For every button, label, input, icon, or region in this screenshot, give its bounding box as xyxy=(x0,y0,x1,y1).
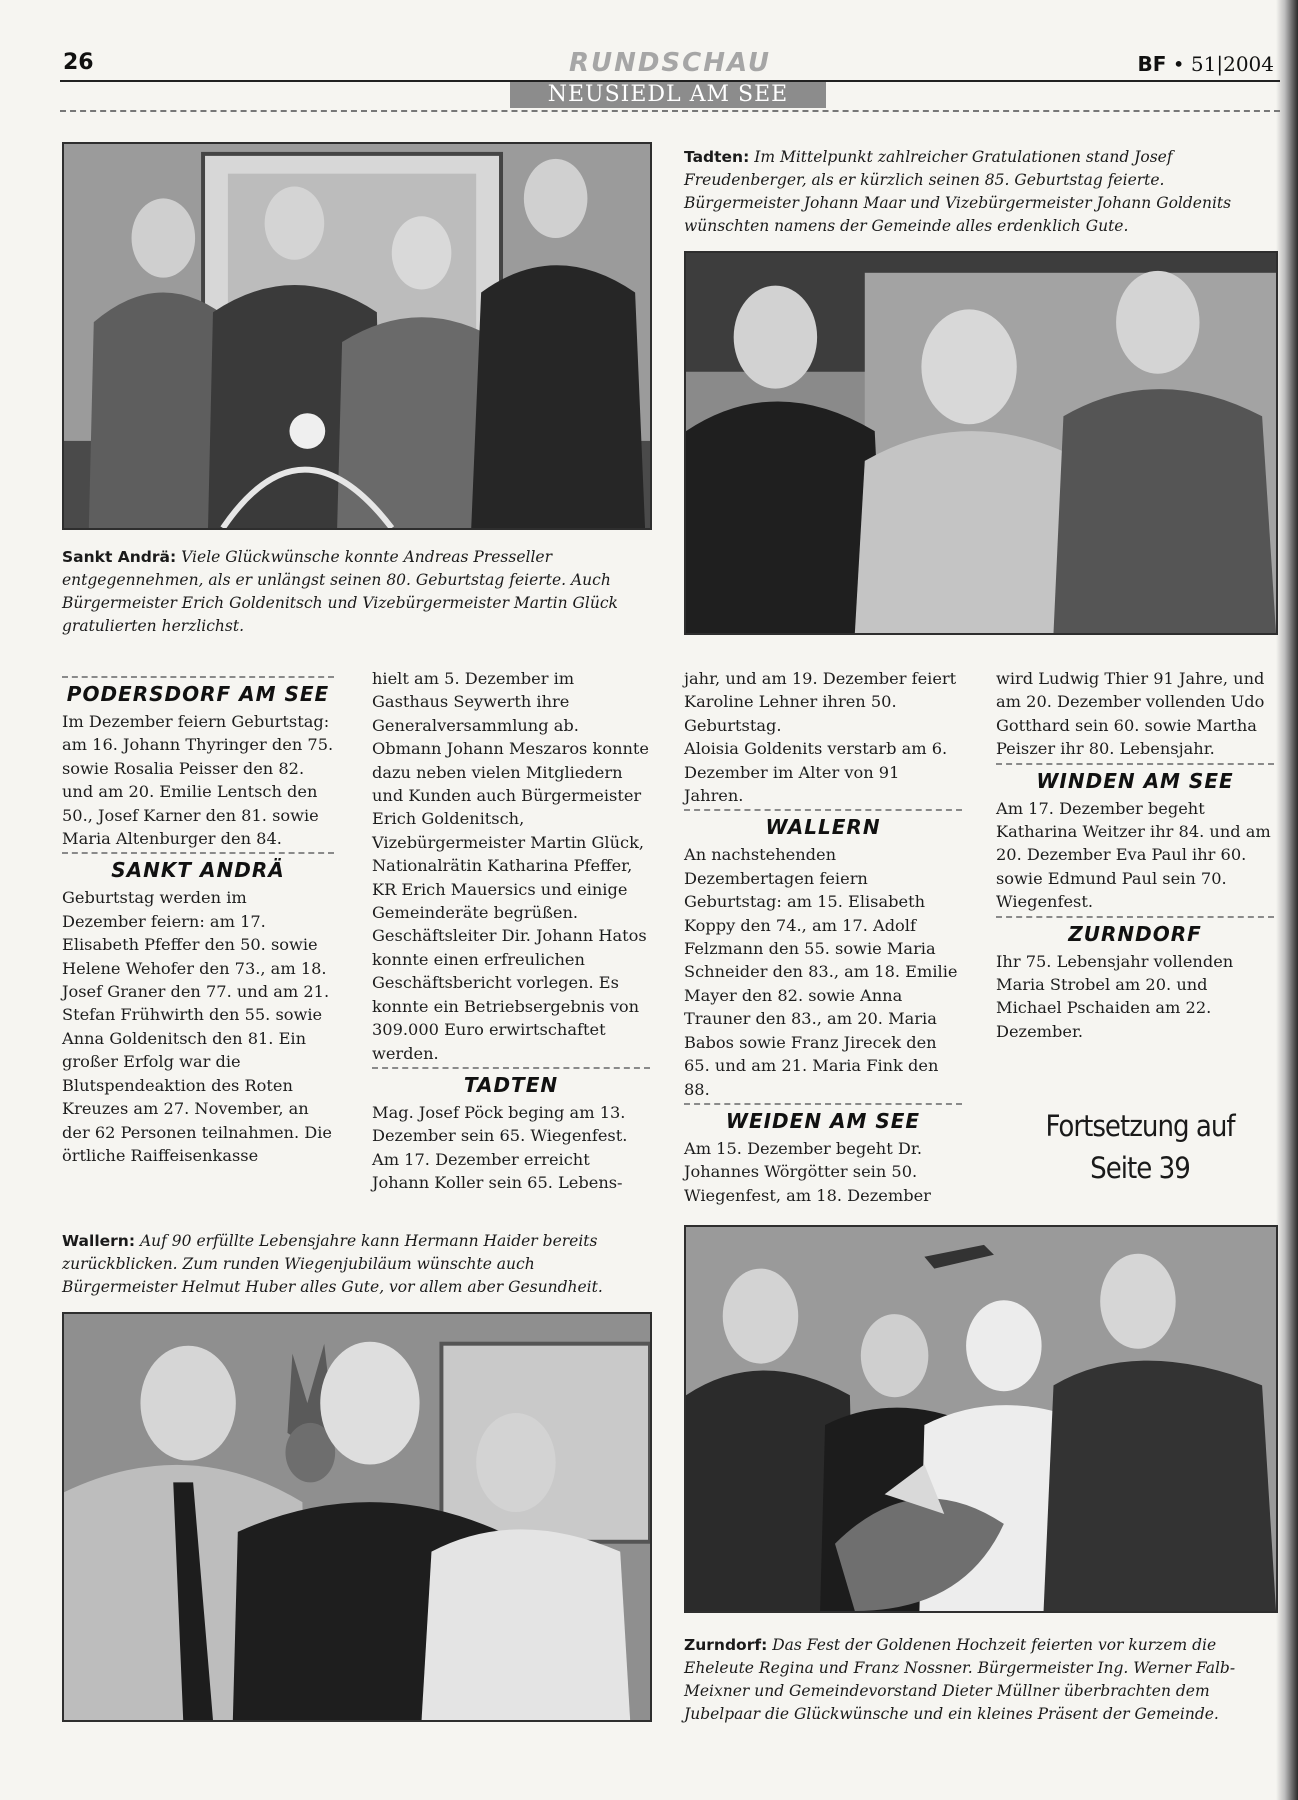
newspaper-name: RUNDSCHAU xyxy=(568,48,772,78)
caption-tadten xyxy=(684,146,1282,238)
article-text-tadten-obituary: Aloisia Goldenits verstarb am 6. Dezember im Alter von 91 Jahren. xyxy=(684,739,948,806)
page-number: 26 xyxy=(63,50,94,75)
caption-zurndorf xyxy=(684,1634,1280,1726)
caption-text: Viele Glückwünsche konnte Andreas Presseller entgegennehmen, als er unlängst seinen 80. Geburtstag feierte. Auch Bürgermeister Erich Goldenitsch und Vizebürgermeister Martin Glück gratulierten herzlichst. xyxy=(62,548,618,635)
photo-zurndorf xyxy=(684,1225,1278,1613)
article-text-podersdorf: Im Dezember feiern Geburtstag: am 16. Johann Thyringer den 75. sowie Rosalia Peisser den 82. und am 20. Emilie Lentsch den 50., Josef Karner den 81. sowie Maria Altenburger den 84. xyxy=(62,712,334,849)
heading-tadten: TADTEN xyxy=(372,1067,650,1098)
heading-sankt-andrae: SANKT ANDRÄ xyxy=(62,852,334,883)
caption-place: Sankt Andrä: xyxy=(62,548,177,566)
continuation-line-2: Seite 39 xyxy=(1090,1151,1190,1185)
heading-wallern: WALLERN xyxy=(684,809,962,840)
caption-text: Im Mittelpunkt zahlreicher Gratulationen stand Josef Freudenberger, als er kürzlich seinen 85. Geburtstag feierte. Bürgermeister Johann Maar und Vizebürgermeister Johann Goldenits wünschten namens der Gemeinde alles erdenklich Gute. xyxy=(684,148,1232,235)
header-separator: • xyxy=(1172,52,1185,76)
caption-place: Wallern: xyxy=(62,1232,136,1250)
caption-wallern xyxy=(62,1230,652,1299)
article-column-1 xyxy=(62,676,334,1167)
article-column-4 xyxy=(996,667,1274,1043)
page-header xyxy=(60,48,1280,80)
issue-info xyxy=(1137,52,1274,76)
heading-zurndorf: ZURNDORF xyxy=(996,916,1274,947)
article-text-zurndorf: Ihr 75. Lebensjahr vollenden Maria Strobel am 20. und Michael Pschaiden am 22. Dezember. xyxy=(996,951,1234,1041)
photo-sankt-andrae xyxy=(62,142,652,530)
article-text-weiden-cont: wird Ludwig Thier 91 Jahre, und am 20. Dezember vollenden Udo Gotthard sein 60. sowie Martha Peiszer ihr 80. Lebensjahr. xyxy=(996,669,1265,759)
article-text-sankt-andrae: Geburtstag werden im Dezember feiern: am 17. Elisabeth Pfeffer den 50. sowie Helene Wehofer den 73., am 18. Josef Graner den 77. und am 21. Stefan Frühwirth den 55. sowie Anna Goldenitsch den 81. Ein großer Erfolg war die Blutspendeaktion des Roten Kreuzes am 27. November, an der 62 Personen teilnahmen. Die örtliche Raiffeisenkasse xyxy=(62,888,333,1165)
continuation-line-1: Fortsetzung auf xyxy=(1045,1109,1235,1143)
article-text-winden: Am 17. Dezember begeht Katharina Weitzer ihr 84. und am 20. Dezember Eva Paul ihr 60. sowie Edmund Paul sein 70. Wiegenfest. xyxy=(996,798,1271,912)
article-column-3 xyxy=(684,667,962,1207)
photo-wallern xyxy=(62,1312,652,1722)
heading-weiden: WEIDEN AM SEE xyxy=(684,1103,962,1134)
section-title: NEUSIEDL AM SEE xyxy=(510,82,826,108)
photo-zurndorf-image xyxy=(686,1227,1276,1611)
caption-text: Auf 90 erfüllte Lebensjahre kann Hermann Haider bereits zurückblicken. Zum runden Wiegenjubiläum wünschte auch Bürgermeister Helmut Huber alles Gute, vor allem aber Gesundheit. xyxy=(62,1232,603,1296)
issue-number: 51|2004 xyxy=(1190,52,1274,76)
photo-wallern-image xyxy=(64,1314,650,1720)
publication-name: BF xyxy=(1137,52,1167,76)
article-text-wallern: An nachstehenden Dezembertagen feiern Geburtstag: am 15. Elisabeth Koppy den 74., am 17. Adolf Felzmann den 55. sowie Maria Schneider den 83., am 18. Emilie Mayer den 82. sowie Anna Trauner den 83., am 20. Maria Babos sowie Franz Jirecek den 65. und am 21. Maria Fink den 88. xyxy=(684,845,958,1099)
photo-sankt-andrae-image xyxy=(64,144,650,528)
article-text-tadten: Mag. Josef Pöck beging am 13. Dezember sein 65. Wiegenfest. Am 17. Dezember erreicht Johann Koller sein 65. Lebens- xyxy=(372,1102,628,1193)
caption-sankt-andrae xyxy=(62,546,652,638)
continuation-note xyxy=(990,1105,1290,1189)
caption-place: Tadten: xyxy=(684,148,750,166)
heading-podersdorf: PODERSDORF AM SEE xyxy=(62,676,334,707)
article-text-tadten-cont: jahr, und am 19. Dezember feiert Karoline Lehner ihren 50. Geburtstag. xyxy=(684,669,957,735)
article-column-2 xyxy=(372,667,650,1195)
article-text-weiden: Am 15. Dezember begeht Dr. Johannes Wörgötter sein 50. Wiegenfest, am 18. Dezember xyxy=(684,1138,931,1205)
photo-tadten xyxy=(684,251,1278,635)
heading-winden: WINDEN AM SEE xyxy=(996,763,1274,794)
photo-tadten-image xyxy=(686,253,1276,633)
header-dashed-divider xyxy=(60,110,1280,112)
article-text-sankt-andrae-cont: hielt am 5. Dezember im Gasthaus Seywerth ihre Generalversammlung ab. Obmann Johann Meszaros konnte dazu neben vielen Mitgliedern und Kunden auch Bürgermeister Erich Goldenitsch, Vizebürgermeister Martin Glück, Nationalrätin Katharina Pfeffer, KR Erich Mauersics und einige Gemeinderäte begrüßen. Geschäftsleiter Dir. Johann Hatos konnte einen erfreulichen Geschäftsbericht vorlegen. Es konnte ein Betriebsergebnis von 309.000 Euro erwirtschaftet werden. xyxy=(372,669,650,1063)
caption-text: Das Fest der Goldenen Hochzeit feierten vor kurzem die Eheleute Regina und Franz Nossner. Bürgermeister Ing. Werner Falb-Meixner und Gemeindevorstand Dieter Müllner überbrachten dem Jubelpaar die Glückwünsche und ein kleines Präsent der Gemeinde. xyxy=(684,1636,1236,1723)
caption-place: Zurndorf: xyxy=(684,1636,768,1654)
page-edge-shadow xyxy=(1276,0,1298,1800)
